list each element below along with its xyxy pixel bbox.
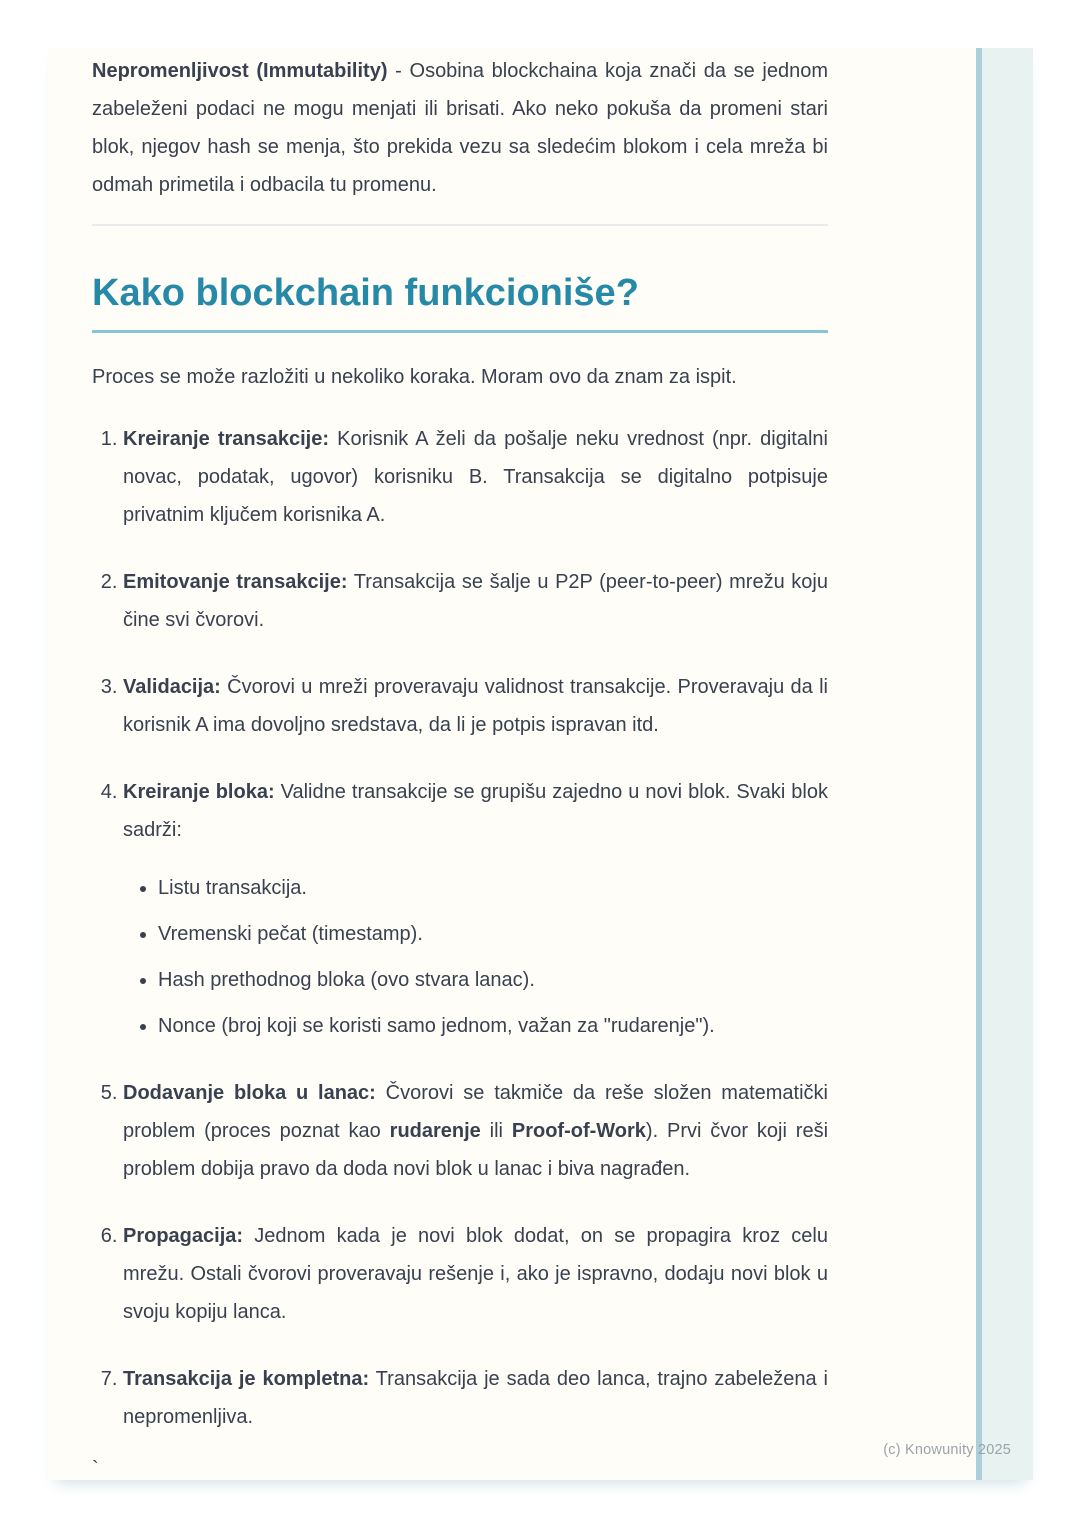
- intro-paragraph: [92, 52, 828, 204]
- bold-text-run: Emitovanje transakcije:: [123, 571, 348, 593]
- text-run: Čvorovi se takmiče da reše složen matematički problem (proces poznat kao: [123, 1082, 828, 1142]
- text-run: Čvorovi u mreži proveravaju validnost transakcije. Proveravaju da li korisnik A ima dovoljno sredstava, da li je potpis ispravan itd.: [123, 676, 828, 736]
- block-content-item: • Nonce (broj koji se koristi samo jednom, važan za "rudarenje").: [158, 1007, 828, 1045]
- block-content-item: • Vremenski pečat (timestamp).: [158, 915, 828, 953]
- step-item: [123, 420, 828, 534]
- text-run: - Osobina blockchaina koja znači da se jednom zabeleženi podaci ne mogu menjati ili brisati. Ako neko pokuša da promeni stari blok, njegov hash se menja, što prekida vezu sa sledećim blokom i cela mreža bi odmah primetila i odbacila tu promenu.: [92, 60, 829, 196]
- bold-text-run: Kreiranje bloka:: [123, 781, 275, 803]
- title-underline: [92, 330, 828, 333]
- block-contents-list: [123, 869, 828, 1045]
- text-run: ili: [480, 1120, 512, 1142]
- steps-list: [92, 420, 828, 1436]
- text-run: Jednom kada je novi blok dodat, on se propagira kroz celu mrežu. Ostali čvorovi proveravaju rešenje i, ako je ispravno, dodaju novi blok u svoju kopiju lanca.: [123, 1225, 828, 1323]
- text-run: Transakcija se šalje u P2P (peer-to-peer) mrežu koju čine svi čvorovi.: [123, 571, 828, 631]
- bold-text-run: Propagacija:: [123, 1225, 244, 1247]
- text-run: Transakcija je sada deo lanca, trajno zabeležena i nepromenljiva.: [123, 1368, 828, 1428]
- bold-text-run: Dodavanje bloka u lanac:: [123, 1082, 376, 1104]
- block-content-item: • Listu transakcija.: [158, 869, 828, 907]
- document-content: [92, 52, 828, 1488]
- step-item: [123, 1074, 828, 1188]
- step-item: [123, 1217, 828, 1331]
- step-item: [123, 773, 828, 1045]
- section-title: Kako blockchain funkcioniše?: [92, 272, 639, 314]
- stray-backtick: `: [92, 1458, 99, 1480]
- text-run: Korisnik A želi da pošalje neku vrednost (npr. digitalni novac, podatak, ugovor) korisniku B. Transakcija se digitalno potpisuje privatnim ključem korisnika A.: [123, 428, 828, 526]
- footer-credit: (c) Knowunity 2025: [883, 1442, 1011, 1458]
- bold-text-run: rudarenje: [389, 1120, 481, 1142]
- lead-paragraph: Proces se može razložiti u nekoliko koraka. Moram ovo da znam za ispit.: [92, 366, 737, 388]
- bold-text-run: Nepromenljivost (Immutability): [92, 60, 388, 82]
- section-divider: [92, 224, 828, 226]
- side-accent-panel: [982, 48, 1033, 1480]
- bold-text-run: Transakcija je kompletna:: [123, 1368, 370, 1390]
- bold-text-run: Validacija:: [123, 676, 221, 698]
- text-run: ). Prvi čvor koji reši problem dobija pravo da doda novi blok u lanac i biva nagrađen.: [123, 1120, 829, 1180]
- block-content-item: • Hash prethodnog bloka (ovo stvara lanac).: [158, 961, 828, 999]
- bold-text-run: Proof-of-Work: [511, 1120, 646, 1142]
- text-run: Validne transakcije se grupišu zajedno u novi blok. Svaki blok sadrži:: [123, 781, 828, 841]
- step-item: [123, 668, 828, 744]
- document-page: [48, 48, 1033, 1480]
- step-item: [123, 563, 828, 639]
- step-item: [123, 1360, 828, 1436]
- bold-text-run: Kreiranje transakcije:: [123, 428, 330, 450]
